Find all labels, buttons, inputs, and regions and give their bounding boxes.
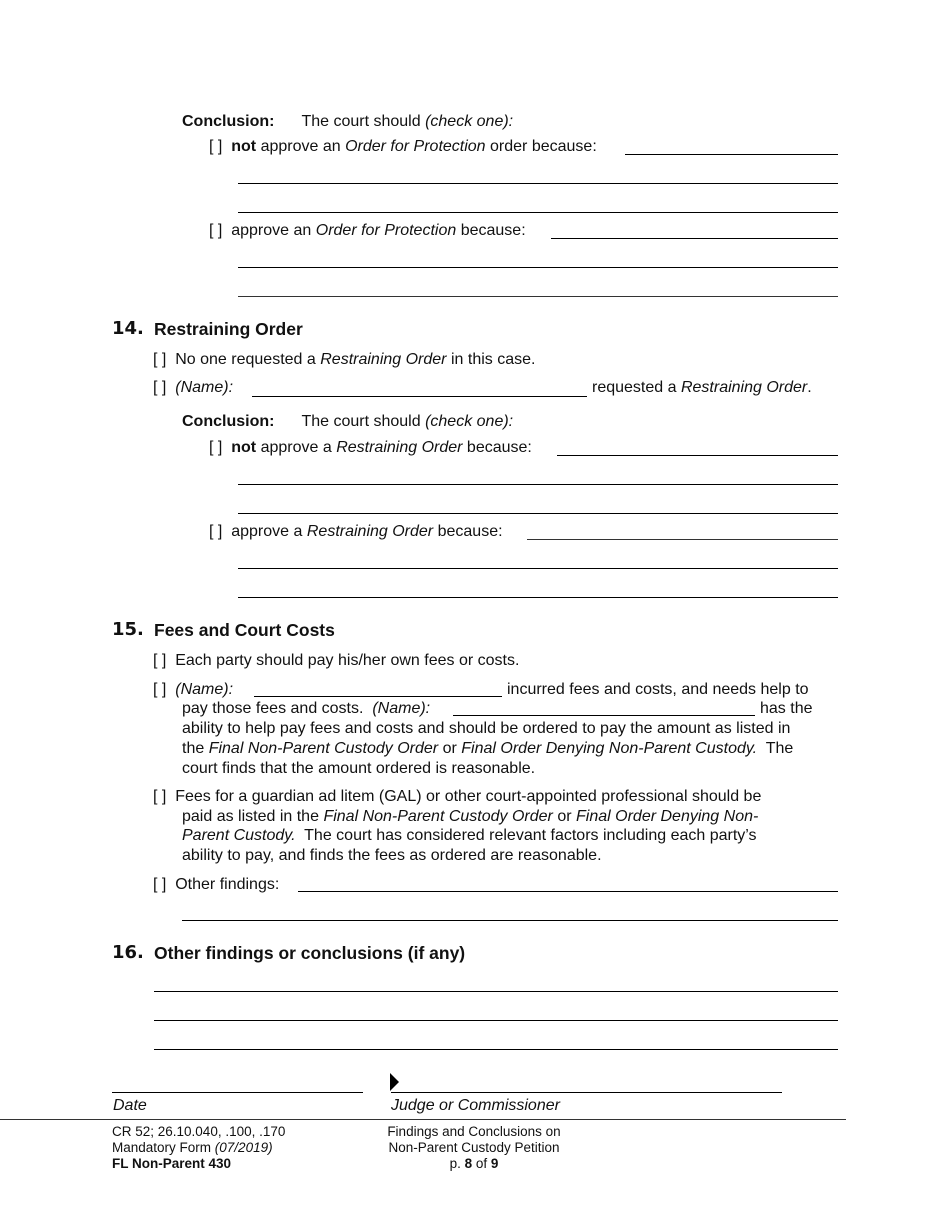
judge-label: Judge or Commissioner [391,1097,560,1114]
court-should-text: The court should [301,113,421,130]
checkbox-glyph[interactable]: [ ] [153,876,167,893]
checkbox-glyph[interactable]: [ ] [153,379,167,396]
option-text: or [442,740,457,757]
option-italic-text: Restraining Order [336,439,463,456]
check-one-text: (check one): [425,413,514,430]
check-one-text: (check one): [425,113,514,130]
option-text-end: order because: [490,138,597,155]
judge-signature-line[interactable] [391,1092,782,1093]
option-text: court finds that the amount ordered is reasonable. [182,760,536,777]
fees-line-2 [182,699,430,719]
checkbox-each-party-pays[interactable] [153,651,519,671]
other-conclusions-field-line-2[interactable] [154,1020,838,1021]
conclusion-label: Conclusion: [182,113,275,130]
not-bold-text: not [231,439,257,456]
option-italic-text: Restraining Order [320,351,447,368]
checkbox-glyph[interactable]: [ ] [153,652,167,669]
reason-field-line-3[interactable] [238,296,838,297]
page-total: 9 [490,1156,499,1171]
option-text: ability to help pay fees and costs and should be ordered to pay the amount as listed in [182,720,791,737]
footer-rule: CR 52; 26.10.040, .100, .170 [112,1124,286,1139]
option-text: incurred fees and costs, and needs help to [507,681,809,698]
section-number: 14. [112,318,144,339]
reason-field-line-1[interactable] [527,539,838,540]
section-title-restraining-order: Restraining Order [154,319,303,339]
option-text: Fees for a guardian ad litem (GAL) or other court-appointed professional should be [175,788,762,805]
name-field-able-to-pay[interactable] [453,715,755,716]
footer-form-id: FL Non-Parent 430 [112,1156,232,1171]
checkbox-glyph[interactable]: [ ] [209,523,223,540]
checkbox-approve-order-for-protection[interactable] [209,221,526,241]
requested-text [592,378,812,398]
page-current: 8 [464,1156,473,1171]
name-label: (Name): [372,700,431,717]
section-number: 15. [112,619,144,640]
other-conclusions-field-line-1[interactable] [154,991,838,992]
date-label: Date [113,1097,147,1114]
option-italic-text: Final Order Denying Non-Parent Custody. [461,740,758,757]
option-text: has the [760,700,813,717]
footer-date: (07/2019) [214,1140,273,1155]
option-italic-text: Order for Protection [345,138,486,155]
other-conclusions-field-line-3[interactable] [154,1049,838,1050]
checkbox-needs-help-with-fees[interactable] [153,680,233,700]
not-bold-text: not [231,138,257,155]
option-text: Each party should pay his/her own fees or costs. [175,652,520,669]
reason-field-line-3[interactable] [238,597,838,598]
option-text: ability to pay, and finds the fees as ordered are reasonable. [182,847,602,864]
court-should-text: The court should [301,413,421,430]
footer-divider [0,1119,846,1120]
name-label: (Name): [175,681,234,698]
name-label: (Name): [175,379,234,396]
gal-line-3 [182,826,757,846]
fees-line-4 [182,739,793,759]
reason-field-line-3[interactable] [238,212,838,213]
option-italic-text: Restraining Order [306,523,434,540]
footer-text: of [475,1156,488,1171]
option-text: The [765,740,794,757]
reason-field-line-1[interactable] [625,154,838,155]
reason-field-line-2[interactable] [238,484,838,485]
option-italic-text: Final Order Denying Non- [576,808,759,825]
reason-field-line-3[interactable] [238,513,838,514]
footer-title-line-2: Non-Parent Custody Petition [388,1140,560,1155]
option-text: approve an [231,222,312,239]
footer-mandatory [112,1140,273,1157]
option-text-end: because: [466,439,532,456]
footer-text: Mandatory Form [112,1140,212,1155]
option-text-end: in this case. [450,351,536,368]
option-text: or [557,808,572,825]
conclusion-label: Conclusion: [182,413,275,430]
period: . [807,379,812,396]
checkbox-other-findings[interactable] [153,875,279,895]
option-italic-text: Restraining Order [680,379,808,396]
checkbox-approve-restraining-order[interactable] [209,522,503,542]
option-text: the [182,740,205,757]
reason-field-line-2[interactable] [238,568,838,569]
option-text: approve a [231,523,303,540]
option-italic-text: Order for Protection [315,222,457,239]
checkbox-glyph[interactable]: [ ] [209,222,223,239]
other-findings-field-line-2[interactable] [182,920,838,921]
option-text: paid as listed in the [182,808,319,825]
option-italic-text: Final Non-Parent Custody Order [208,740,439,757]
checkbox-gal-fees[interactable] [153,787,761,807]
name-field[interactable] [252,396,587,397]
section-number: 16. [112,942,144,963]
reason-field-line-1[interactable] [557,455,838,456]
section-title-fees-and-costs: Fees and Court Costs [154,620,335,640]
checkbox-glyph[interactable]: [ ] [153,351,167,368]
checkbox-not-approve-restraining-order[interactable] [209,438,532,458]
option-text: Other findings: [175,876,280,893]
conclusion-heading [182,412,513,432]
signature-arrow-icon [390,1073,400,1091]
option-text: approve a [260,439,332,456]
reason-field-line-2[interactable] [238,183,838,184]
option-text: requested a [592,379,677,396]
other-findings-field-line-1[interactable] [298,891,838,892]
option-text-end: because: [460,222,526,239]
option-text: approve an [260,138,341,155]
section-title-other-findings: Other findings or conclusions (if any) [154,943,466,963]
option-text: pay those fees and costs. [182,700,364,717]
checkbox-glyph[interactable]: [ ] [209,138,223,155]
footer-text: p. [449,1156,461,1171]
name-field-incurred[interactable] [254,696,502,697]
option-italic-text: Final Non-Parent Custody Order [323,808,553,825]
option-text: The court has considered relevant factors including each party’s [304,827,757,844]
option-italic-text: Parent Custody. [182,827,296,844]
footer-title-line-1: Findings and Conclusions on [387,1124,561,1139]
reason-field-line-2[interactable] [238,267,838,268]
gal-line-2 [182,807,758,827]
checkbox-glyph[interactable]: [ ] [153,788,167,805]
option-text: No one requested a [175,351,316,368]
checkbox-no-restraining-order-requested[interactable] [153,350,535,370]
reason-field-line-1[interactable] [551,238,838,239]
checkbox-not-approve-order-for-protection[interactable] [209,137,597,157]
footer-page-number [374,1156,574,1173]
checkbox-glyph[interactable]: [ ] [209,439,223,456]
checkbox-glyph[interactable]: [ ] [153,681,167,698]
checkbox-named-party-requested[interactable] [153,378,233,398]
date-signature-line[interactable] [112,1092,363,1093]
option-text-end: because: [437,523,503,540]
conclusion-heading [182,112,513,132]
